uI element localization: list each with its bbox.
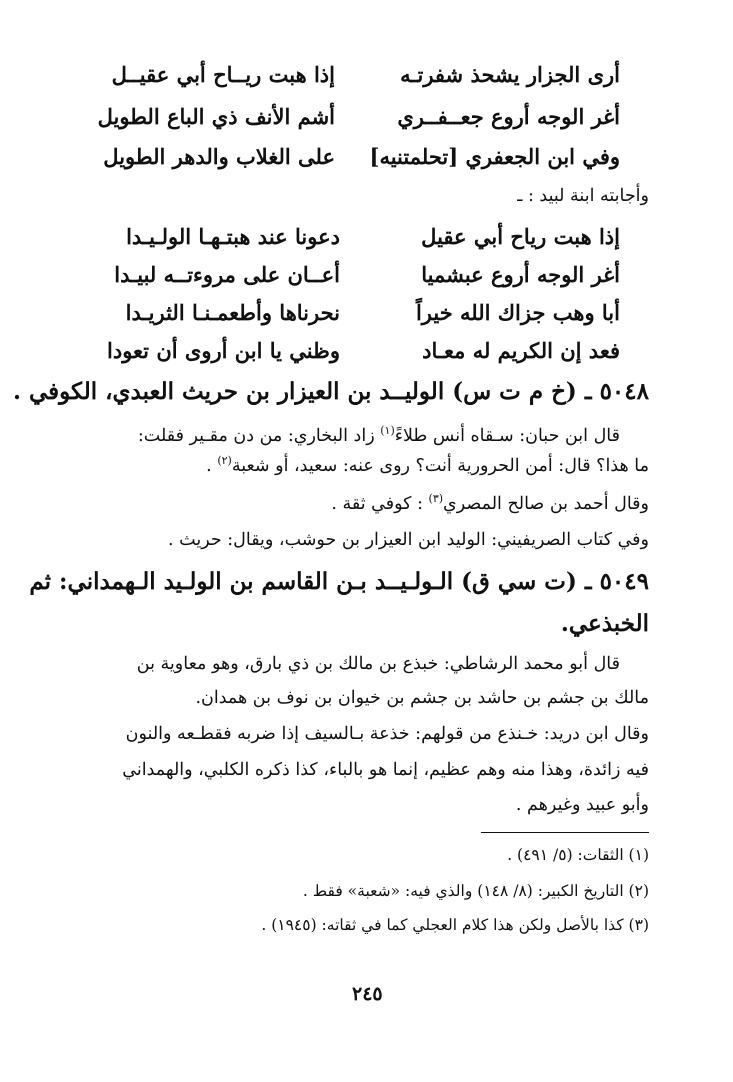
entry-5049-paragraph2-line2: فيه زائدة، وهذا منه وهم عظيم، إنما هو بالباء، كذا ذكره الكلبي، والهمداني	[122, 760, 649, 780]
entry-5048-paragraph1-line2	[206, 454, 649, 476]
footnote-ref-2: (٢)	[217, 454, 232, 467]
poem1-line2-left: أشم الأنف ذي الباع الطويل	[97, 104, 335, 129]
entry-5048-paragraph3: وفي كتاب الصريفيني: الوليد ابن العيزار بن حوشب، ويقال: حريث .	[168, 530, 649, 550]
entry-5049-paragraph1-line1: قال أبو محمد الرشاطي: خبذع بن مالك بن ذي بارق، وهو معاوية بن	[136, 654, 620, 674]
poem2-line1-left: دعونا عند هبتـهـا الولـيـدا	[126, 224, 340, 249]
footnote-ref-1: (١)	[380, 424, 395, 437]
poem1-line1-right: أرى الجزار يشحذ شفرتـه	[400, 62, 620, 87]
poem2-line2-right: أغر الوجه أروع عبشميا	[421, 262, 620, 287]
entry-5048-text: وقال أحمد بن صالح المصري	[443, 493, 649, 514]
entry-5048-text: قال ابن حبان: سـقاه أنس طلاءً	[394, 425, 620, 446]
entry-5049-heading-line1: ٥٠٤٩ ـ (ت سي ق) الـولـيــد بـن القاسم بن الولـيد الـهمداني: ثم	[29, 568, 649, 595]
footnote-2: (٢) التاريخ الكبير: (٨/ ١٤٨) والذي فيه: «شعبة» فقط .	[302, 882, 649, 900]
poem1-line3-right: وفي ابن الجعفري [تحلمتنيه]	[369, 144, 620, 169]
entry-5048-paragraph1-line1	[138, 424, 620, 446]
entry-5049-paragraph1-line2: مالك بن جشم بن حاشد بن جشم بن خيوان بن نوف بن همدان.	[195, 688, 649, 708]
poem2-line3-left: نحرناها وأطعمـنـا الثريـدا	[125, 300, 340, 325]
poem1-line2-right: أغر الوجه أروع جعــفــري	[397, 104, 620, 129]
entry-5048-text: ما هذا؟ قال: أمن الحرورية أنت؟ روى عنه: سعيد، أو شعبة	[231, 455, 649, 476]
poem2-line4-left: وظني يا ابن أروى أن تعودا	[107, 338, 340, 363]
entry-5049-paragraph2-line3: وأبو عبيد وغيرهم .	[515, 795, 649, 815]
poem2-line1-right: إذا هبت رياح أبي عقيل	[421, 224, 620, 249]
poem2-line2-left: أعــان على مروءتــه لبيـدا	[114, 262, 340, 287]
footnote-1: (١) الثقات: (٥/ ٤٩١) .	[507, 846, 649, 864]
entry-5048-text: زاد البخاري: من دن مقـير فقلت:	[137, 425, 381, 446]
page-number: ٢٤٥	[352, 983, 383, 1005]
entry-5048-heading: ٥٠٤٨ ـ (خ م ت س) الوليــد بن العيزار بن حريث العبدي، الكوفي .	[12, 378, 649, 405]
reply-intro: وأجابته ابنة لبيد : ـ	[517, 186, 649, 206]
poem1-line1-left: إذا هبت ريــاح أبي عقيــل	[111, 62, 335, 87]
poem2-line3-right: أبا وهب جزاك الله خيراً	[415, 300, 620, 325]
entry-5048-text: .	[206, 455, 218, 476]
entry-5048-text: : كوفي ثقة .	[331, 493, 429, 514]
entry-5049-paragraph2-line1: وقال ابن دريد: خـنذع من قولهم: خذعة بـالسيف إذا ضربه فقطـعه والنون	[125, 724, 649, 744]
footnote-separator	[481, 832, 649, 833]
footnote-ref-3: (٣)	[428, 492, 444, 505]
poem1-line3-left: على الغلاب والدهر الطويل	[103, 144, 335, 169]
entry-5048-paragraph2	[331, 492, 649, 514]
poem2-line4-right: فعد إن الكريم له معـاد	[422, 338, 620, 363]
entry-5049-heading-line2: الخبذعي.	[560, 610, 649, 637]
footnote-3: (٣) كذا بالأصل ولكن هذا كلام العجلي كما في ثقاته: (١٩٤٥) .	[261, 916, 649, 934]
